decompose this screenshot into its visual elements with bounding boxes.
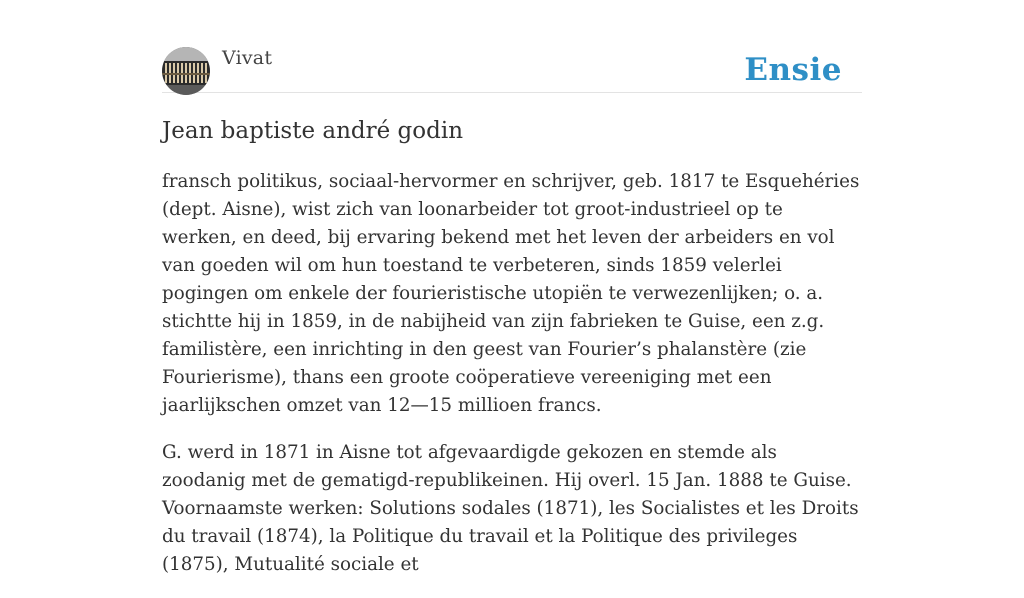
publication-avatar[interactable] xyxy=(162,47,210,95)
paragraph: fransch politikus, sociaal-hervormer en schrijver, geb. 1817 te Esquehéries (dept. Aisne), wist zich van loonarbeider tot groot-industrieel op te werken, en deed, bij ervaring bekend met het leven der arbeiders en vol van goeden wil om hun toestand te verbeteren, sinds 1859 velerlei pogingen om enkele der fourieristische utopiën te verwezenlijken; o. a. stichtte hij in 1859, in de nabijheid van zijn fabrieken te Guise, een z.g. familistère, een inrichting in den geest van Fourier’s phalanstère (zie Fourierisme), thans een groote coöperatieve vereeniging met een jaarlijkschen omzet van 12—15 millioen francs. xyxy=(162,171,860,416)
article-page xyxy=(162,0,862,575)
article-title: Jean baptiste andré godin xyxy=(162,118,464,144)
paragraph: G. werd in 1871 in Aisne tot afgevaardigde gekozen en stemde als zoodanig met de gematigd-republikeinen. Hij overl. 15 Jan. 1888 te Guise. Voornaamste werken: Solutions sodales (1871), les Socialistes et les Droits du travail (1874), la Politique du travail et la Politique des privileges (1875), Mutualité sociale et xyxy=(162,442,859,575)
brand-logo[interactable]: Ensie xyxy=(744,52,842,88)
book-spines-icon xyxy=(162,47,210,95)
header xyxy=(162,46,862,93)
article-body xyxy=(162,168,862,598)
publication-name[interactable]: Vivat xyxy=(222,47,273,69)
